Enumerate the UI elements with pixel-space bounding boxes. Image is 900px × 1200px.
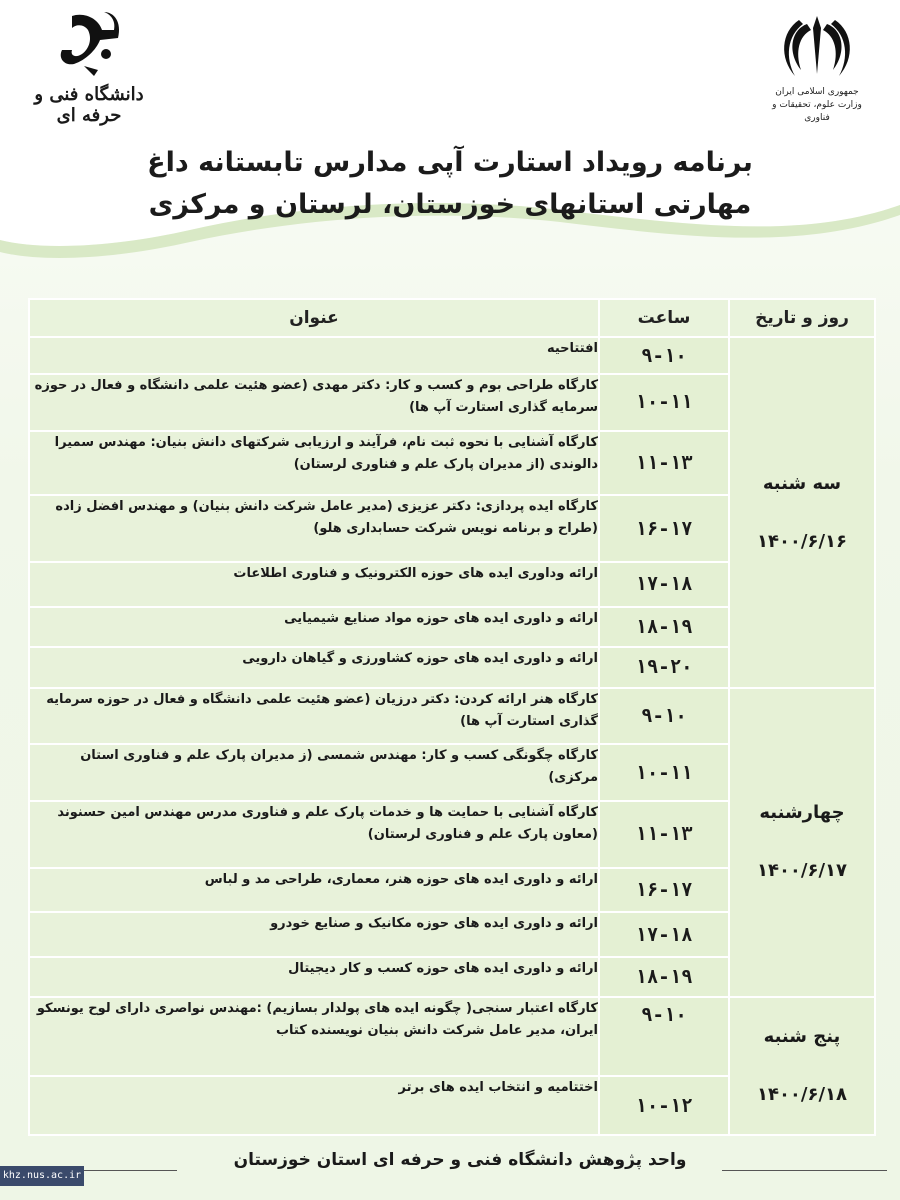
topic-cell: کارگاه طراحی بوم و کسب و کار: دکتر مهدی (عضو هئیت علمی دانشگاه و فعال در حوزه سرمایه گذاری استارت آپ ها)	[29, 374, 599, 431]
university-logo	[14, 10, 164, 126]
iran-emblem-caption-1: جمهوری اسلامی ایران	[775, 87, 859, 97]
topic-cell: اختتامیه و انتخاب ایده های برتر	[29, 1076, 599, 1135]
iran-emblem-icon	[777, 10, 857, 82]
time-cell: ۱۷-۱۸	[599, 912, 729, 957]
title-line-1: برنامه رویداد استارت آپی مدارس تابستانه داغ	[147, 147, 753, 178]
university-logo-icon	[54, 10, 124, 78]
time-cell: ۱۹-۲۰	[599, 647, 729, 687]
topic-cell: ارائه و داوری ایده های حوزه هنر، معماری، طراحی مد و لباس	[29, 868, 599, 913]
site-watermark: khz.nus.ac.ir	[0, 1166, 84, 1186]
page-title	[60, 142, 840, 226]
time-cell: ۱۸-۱۹	[599, 957, 729, 997]
time-cell: ۱۶-۱۷	[599, 868, 729, 913]
topic-cell: کارگاه چگونگی کسب و کار: مهندس شمسی (ز مدیران پارک علم و فناوری استان مرکزی)	[29, 744, 599, 801]
time-cell: ۱۱-۱۳	[599, 431, 729, 496]
topic-cell: کارگاه ایده پردازی: دکتر عزیزی (مدیر عامل شرکت دانش بنیان) و مهندس افضل زاده (طراح و برنامه نویس شرکت حسابداری هلو)	[29, 495, 599, 562]
time-cell: ۱۰-۱۱	[599, 374, 729, 431]
footer-line-right	[722, 1170, 887, 1171]
iran-emblem-logo	[762, 10, 872, 125]
time-cell: ۱۸-۱۹	[599, 607, 729, 647]
topic-cell: ارائه و داوری ایده های حوزه مکانیک و صنایع خودرو	[29, 912, 599, 957]
topic-cell: ارائه و داوری ایده های حوزه کسب و کار دیجیتال	[29, 957, 599, 997]
day-name: سه شنبه	[762, 472, 842, 494]
topic-cell: کارگاه آشنایی با نحوه ثبت نام، فرآیند و ارزیابی شرکتهای دانش بنیان: مهندس سمیرا دالوندی (از مدیران پارک علم و فناوری لرستان)	[29, 431, 599, 496]
time-cell: ۹-۱۰	[599, 688, 729, 745]
header-day-date: روز و تاریخ	[729, 299, 875, 337]
topic-cell: کارگاه اعتبار سنجی( چگونه ایده های پولدار بسازیم) :مهندس نواصری دارای لوح یونسکو ایران، مدیر عامل شرکت دانش بنیان نویسنده کتاب	[29, 997, 599, 1076]
topic-cell: ارائه وداوری ایده های حوزه الکترونیک و فناوری اطلاعات	[29, 562, 599, 607]
day-cell	[729, 688, 875, 998]
topic-cell: افتتاحیه	[29, 337, 599, 373]
time-cell: ۹-۱۰	[599, 337, 729, 373]
day-cell	[729, 997, 875, 1135]
time-cell: ۱۰-۱۲	[599, 1076, 729, 1135]
day-date: ۱۴۰۰/۶/۱۶	[756, 530, 848, 552]
day-cell	[729, 337, 875, 687]
table-header-row	[29, 299, 875, 337]
footer-text: واحد پژوهش دانشگاه فنی و حرفه ای استان خوزستان	[233, 1150, 687, 1170]
table-row	[29, 337, 875, 373]
time-cell: ۱۷-۱۸	[599, 562, 729, 607]
day-date: ۱۴۰۰/۶/۱۸	[756, 1084, 848, 1106]
time-cell: ۱۶-۱۷	[599, 495, 729, 562]
table-row	[29, 997, 875, 1076]
time-cell: ۱۱-۱۳	[599, 801, 729, 868]
iran-emblem-caption-2: وزارت علوم، تحقیقات و فناوری	[772, 100, 862, 123]
day-name: پنج شنبه	[763, 1026, 841, 1048]
topic-cell: ارائه و داوری ایده های حوزه کشاورزی و گیاهان دارویی	[29, 647, 599, 687]
footer	[0, 1150, 900, 1180]
header-time: ساعت	[599, 299, 729, 337]
time-cell: ۹-۱۰	[599, 997, 729, 1076]
table-row	[29, 688, 875, 745]
topic-cell: ارائه و داوری ایده های حوزه مواد صنایع شیمیایی	[29, 607, 599, 647]
day-date: ۱۴۰۰/۶/۱۷	[756, 860, 848, 882]
time-cell: ۱۰-۱۱	[599, 744, 729, 801]
topic-cell: کارگاه هنر ارائه کردن: دکتر درزیان (عضو هئیت علمی دانشگاه و فعال در حوزه سرمایه گذاری استارت آپ ها)	[29, 688, 599, 745]
topic-cell: کارگاه آشنایی با حمایت ها و خدمات پارک علم و فناوری مدرس مهندس امین حسنوند (معاون پارک علم و فناوری لرستان)	[29, 801, 599, 868]
university-logo-caption: دانشگاه فنی و حرفه ای	[34, 84, 144, 126]
header-topic: عنوان	[29, 299, 599, 337]
day-name: چهارشنبه	[759, 802, 845, 824]
schedule-table	[28, 298, 876, 1136]
title-line-2: مهارتی استانهای خوزستان، لرستان و مرکزی	[148, 189, 752, 220]
